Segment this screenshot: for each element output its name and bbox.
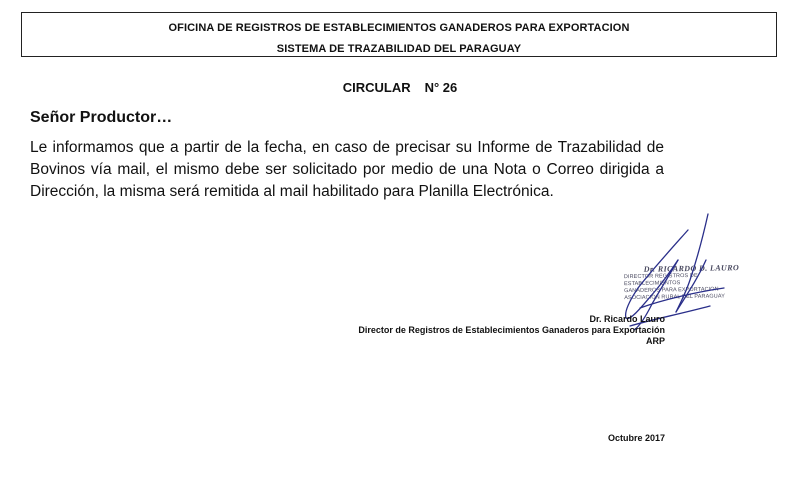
header-box [21,12,777,57]
document-date: Octubre 2017 [607,433,665,443]
stamp-line: GANADEROS PARA EXPORTACION [624,286,719,295]
circular-number: N° 26 [424,80,458,95]
signatory-name: Dr. Ricardo Lauro [589,314,665,324]
office-title: OFICINA DE REGISTROS DE ESTABLECIMIENTOS GANADEROS PARA EXPORTACION [168,22,630,34]
body-paragraph: Le informamos que a partir de la fecha, en caso de precisar su Informe de Trazabilidad de Bovinos vía mail, el mismo debe ser solicitado por medio de una Nota o Correo dirigida a Dirección, la misma será remitida al mail habilitado para Planilla Electrónica. [30,139,664,200]
greeting: Señor Productor… [30,109,173,126]
circular-heading [0,80,800,95]
circular-label: CIRCULAR [342,80,411,95]
signatory-org: ARP [645,336,665,346]
signatory-title: Director de Registros de Establecimientos Ganaderos para Exportación [358,325,665,335]
stamp-line: ASOCIACION RURAL DEL PARAGUAY [624,293,726,302]
system-title: SISTEMA DE TRAZABILIDAD DEL PARAGUAY [276,43,522,55]
stamp-name: Dr. RICARDO D. LAURO [643,263,740,274]
stamp-line: DIRECTOR REGISTROS DE ESTABLECIMIENTOS [623,272,698,288]
